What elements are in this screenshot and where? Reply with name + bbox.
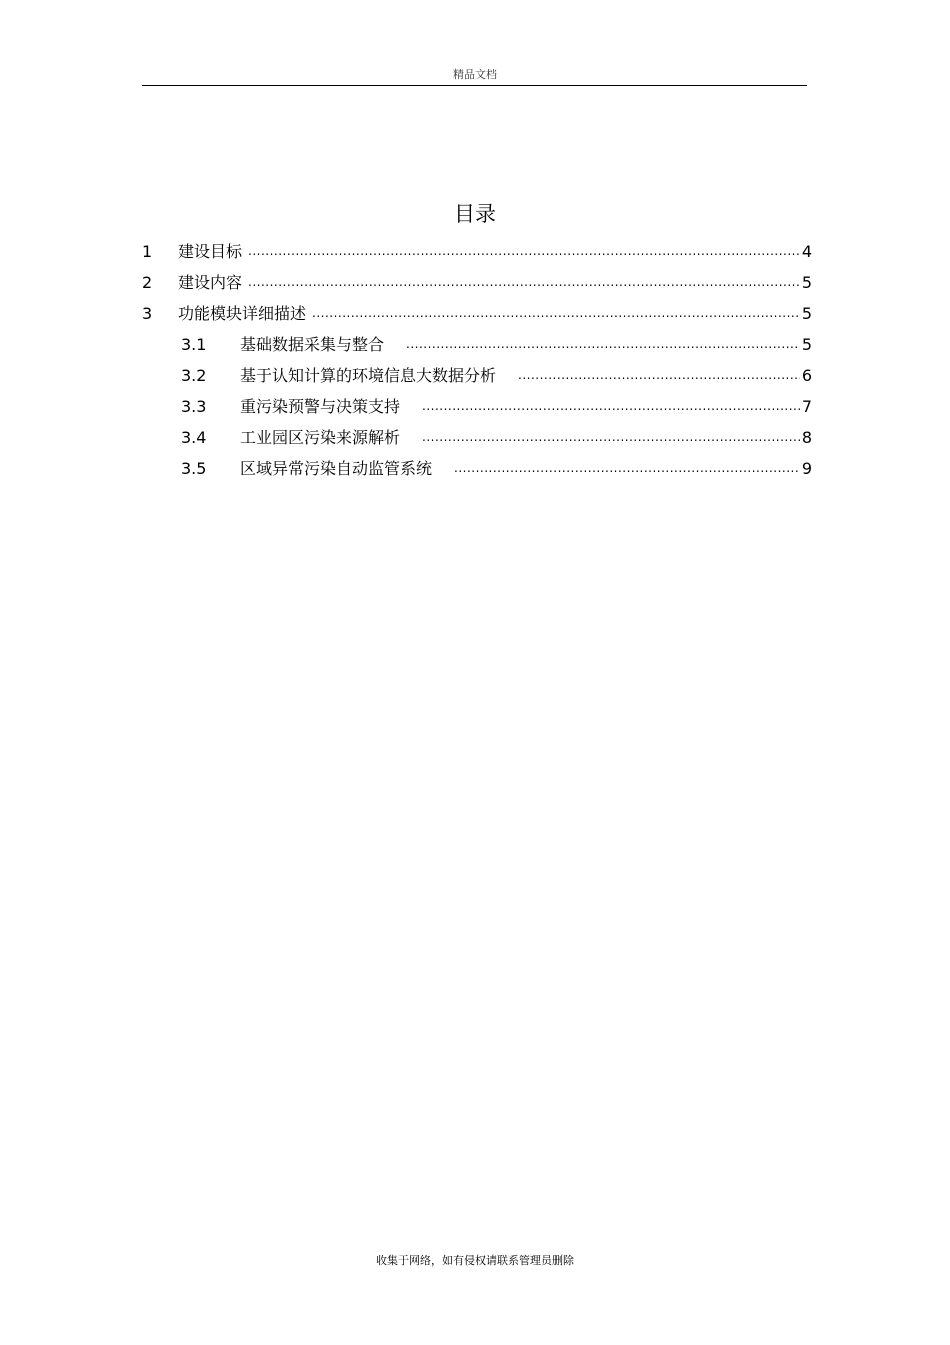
- toc-dot-leader: [312, 298, 800, 329]
- toc-entry-title: 基础数据采集与整合: [240, 335, 385, 354]
- toc-entry-number: 3.4: [181, 428, 207, 447]
- toc-list: [142, 236, 812, 484]
- toc-entry[interactable]: [142, 267, 812, 298]
- toc-entry[interactable]: [142, 298, 812, 329]
- toc-entry-number: 3.3: [181, 397, 207, 416]
- toc-entry-page: 5: [801, 273, 812, 292]
- toc-entry-page: 4: [801, 242, 812, 261]
- page-header: 精品文档: [453, 68, 497, 81]
- toc-entry-number: 3: [142, 304, 153, 323]
- toc-entry-number: 3.2: [181, 366, 207, 385]
- toc-entry-title: 建设内容: [178, 273, 243, 292]
- page-footer: 收集于网络，如有侵权请联系管理员删除: [376, 1254, 574, 1267]
- toc-entry-page: 9: [801, 459, 812, 478]
- toc-entry-title: 重污染预警与决策支持: [240, 397, 401, 416]
- toc-entry-page: 5: [801, 335, 812, 354]
- toc-dot-leader: [248, 267, 800, 298]
- toc-dot-leader: [518, 360, 800, 391]
- toc-dot-leader: [248, 236, 800, 267]
- toc-dot-leader: [422, 391, 800, 422]
- header-rule: [142, 85, 807, 86]
- toc-dot-leader: [422, 422, 800, 453]
- toc-entry[interactable]: [142, 236, 812, 267]
- toc-dot-leader: [406, 329, 800, 360]
- toc-entry-page: 7: [801, 397, 812, 416]
- toc-entry[interactable]: [142, 329, 812, 360]
- toc-entry[interactable]: [142, 391, 812, 422]
- toc-entry-number: 3.1: [181, 335, 207, 354]
- toc-title: 目录: [454, 202, 496, 226]
- toc-entry-title: 功能模块详细描述: [178, 304, 307, 323]
- toc-entry[interactable]: [142, 422, 812, 453]
- toc-dot-leader: [454, 453, 800, 484]
- toc-entry-number: 1: [142, 242, 153, 261]
- toc-entry-page: 8: [801, 428, 812, 447]
- toc-entry[interactable]: [142, 453, 812, 484]
- toc-entry-title: 区域异常污染自动监管系统: [240, 459, 433, 478]
- toc-entry-title: 建设目标: [178, 242, 243, 261]
- toc-entry-page: 6: [801, 366, 812, 385]
- toc-entry-title: 基于认知计算的环境信息大数据分析: [240, 366, 497, 385]
- toc-entry-page: 5: [801, 304, 812, 323]
- toc-entry-title: 工业园区污染来源解析: [240, 428, 401, 447]
- toc-entry-number: 2: [142, 273, 153, 292]
- toc-entry-number: 3.5: [181, 459, 207, 478]
- toc-entry[interactable]: [142, 360, 812, 391]
